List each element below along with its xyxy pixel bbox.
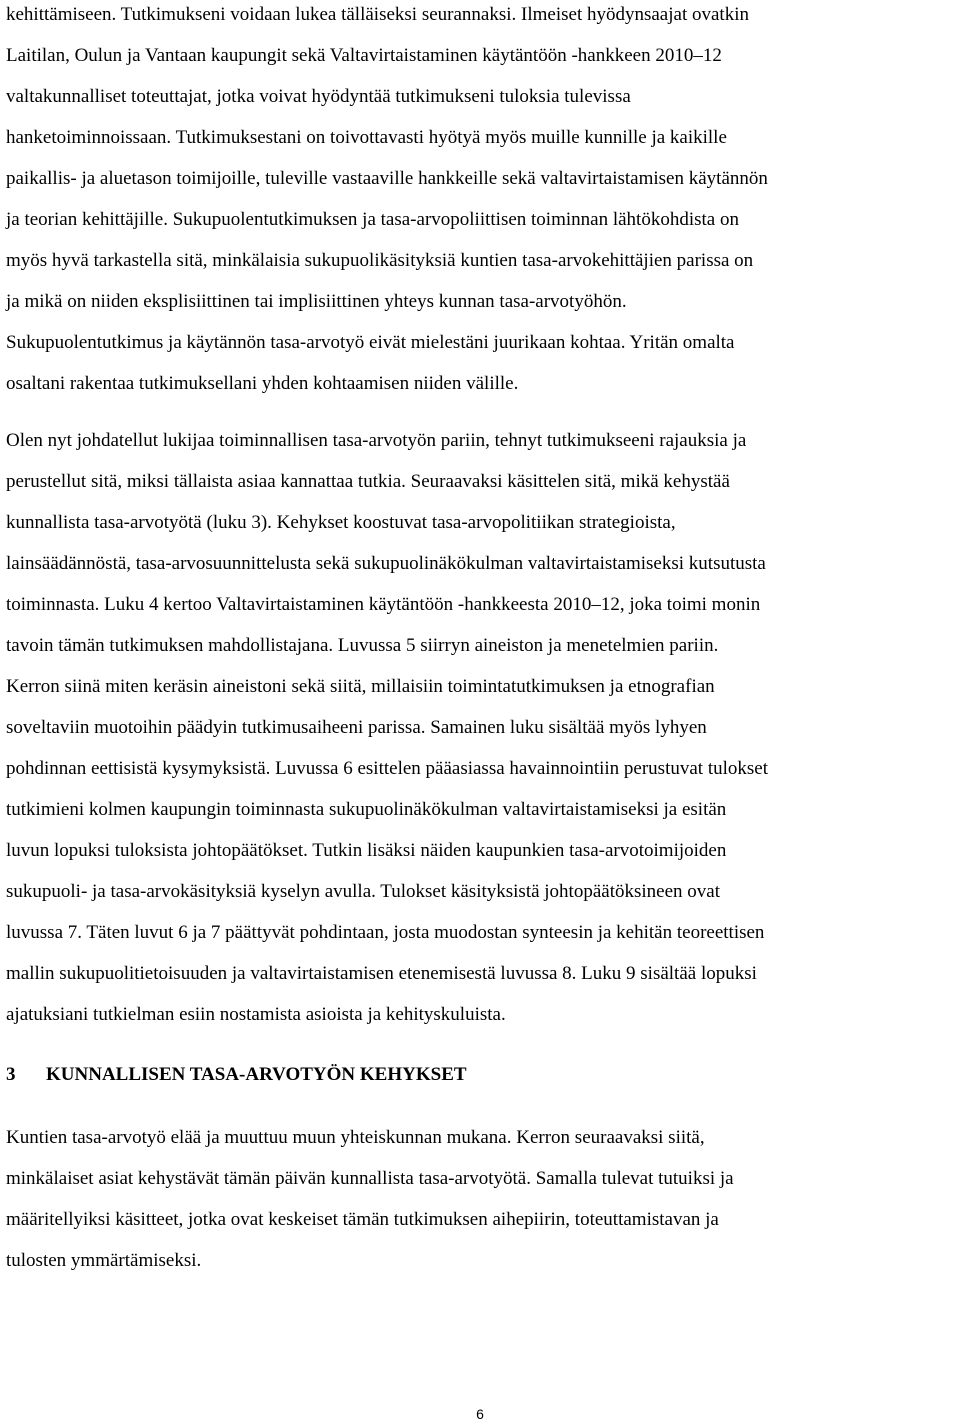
text-line: Sukupuolentutkimus ja käytännön tasa-arvotyö eivät mielestäni juurikaan kohtaa. Yritän omalta xyxy=(6,332,735,353)
text-line: Kerron siinä miten keräsin aineistoni sekä siitä, millaisiin toimintatutkimuksen ja etnografian xyxy=(6,676,715,697)
text-line: valtakunnalliset toteuttajat, jotka voivat hyödyntää tutkimukseni tuloksia tulevissa xyxy=(6,86,631,107)
body-paragraph-3 xyxy=(6,1117,734,1281)
text-line: minkälaiset asiat kehystävät tämän päivän kunnallista tasa-arvotyötä. Samalla tulevat tutuiksi ja xyxy=(6,1168,734,1189)
text-line: Laitilan, Oulun ja Vantaan kaupungit sekä Valtavirtaistaminen käytäntöön -hankkeen 2010–12 xyxy=(6,45,722,66)
body-paragraph-2 xyxy=(6,420,768,1035)
text-line: Olen nyt johdatellut lukijaa toiminnallisen tasa-arvotyön pariin, tehnyt tutkimukseeni rajauksia ja xyxy=(6,430,747,451)
text-line: tulosten ymmärtämiseksi. xyxy=(6,1250,202,1271)
text-line: luvussa 7. Täten luvut 6 ja 7 päättyvät pohdintaan, josta muodostan synteesin ja kehitän teoreettisen xyxy=(6,922,765,943)
text-line: lainsäädännöstä, tasa-arvosuunnittelusta sekä sukupuolinäkökulman valtavirtaistamiseksi kutsutusta xyxy=(6,553,766,574)
page-number: 6 xyxy=(476,1406,484,1422)
text-line: hanketoiminnoissaan. Tutkimuksestani on toivottavasti hyötyä myös muille kunnille ja kaikille xyxy=(6,127,727,148)
text-line: kunnallista tasa-arvotyötä (luku 3). Kehykset koostuvat tasa-arvopolitiikan strategioista, xyxy=(6,512,676,533)
text-line: Kuntien tasa-arvotyö elää ja muuttuu muun yhteiskunnan mukana. Kerron seuraavaksi siitä, xyxy=(6,1127,705,1148)
text-line: kehittämiseen. Tutkimukseni voidaan lukea tälläiseksi seurannaksi. Ilmeiset hyödynsaajat ovatkin xyxy=(6,4,749,25)
text-line: toiminnasta. Luku 4 kertoo Valtavirtaistaminen käytäntöön -hankkeesta 2010–12, joka toimi monin xyxy=(6,594,761,615)
text-line: mallin sukupuolitietoisuuden ja valtavirtaistamisen etenemisestä luvussa 8. Luku 9 sisältää lopuksi xyxy=(6,963,757,984)
text-line: ja teorian kehittäjille. Sukupuolentutkimuksen ja tasa-arvopoliittisen toiminnan lähtökohdista on xyxy=(6,209,739,230)
text-line: ja mikä on niiden eksplisiittinen tai implisiittinen yhteys kunnan tasa-arvotyöhön. xyxy=(6,291,627,312)
body-paragraph-1 xyxy=(6,0,768,404)
text-line: määritellyiksi käsitteet, jotka ovat keskeiset tämän tutkimuksen aihepiirin, toteuttamistavan ja xyxy=(6,1209,719,1230)
text-line: myös hyvä tarkastella sitä, minkälaisia sukupuolikäsityksiä kuntien tasa-arvokehittäjien parissa on xyxy=(6,250,754,271)
text-line: ajatuksiani tutkielman esiin nostamista asioista ja kehityskuluista. xyxy=(6,1004,506,1025)
text-line: tutkimieni kolmen kaupungin toiminnasta sukupuolinäkökulman valtavirtaistamiseksi ja esitän xyxy=(6,799,727,820)
text-line: sukupuoli- ja tasa-arvokäsityksiä kyselyn avulla. Tulokset käsityksistä johtopäätöksineen ovat xyxy=(6,881,720,902)
text-line: soveltaviin muotoihin päädyin tutkimusaiheeni parissa. Samainen luku sisältää myös lyhyen xyxy=(6,717,707,738)
section-number: 3 xyxy=(6,1064,16,1085)
text-line: osaltani rakentaa tutkimuksellani yhden kohtaamisen niiden välille. xyxy=(6,373,519,394)
text-line: luvun lopuksi tuloksista johtopäätökset. Tutkin lisäksi näiden kaupunkien tasa-arvotoimijoiden xyxy=(6,840,727,861)
text-line: tavoin tämän tutkimuksen mahdollistajana. Luvussa 5 siirryn aineiston ja menetelmien pariin. xyxy=(6,635,719,656)
text-line: perustellut sitä, miksi tällaista asiaa kannattaa tutkia. Seuraavaksi käsittelen sitä, mikä kehystää xyxy=(6,471,730,492)
text-line: paikallis- ja aluetason toimijoille, tuleville vastaaville hankkeille sekä valtavirtaistamisen käytännön xyxy=(6,168,768,189)
section-title: KUNNALLISEN TASA-ARVOTYÖN KEHYKSET xyxy=(46,1064,467,1085)
text-line: pohdinnan eettisistä kysymyksistä. Luvussa 6 esittelen pääasiassa havainnointiin perustuvat tulokset xyxy=(6,758,768,779)
section-heading xyxy=(6,1060,467,1090)
